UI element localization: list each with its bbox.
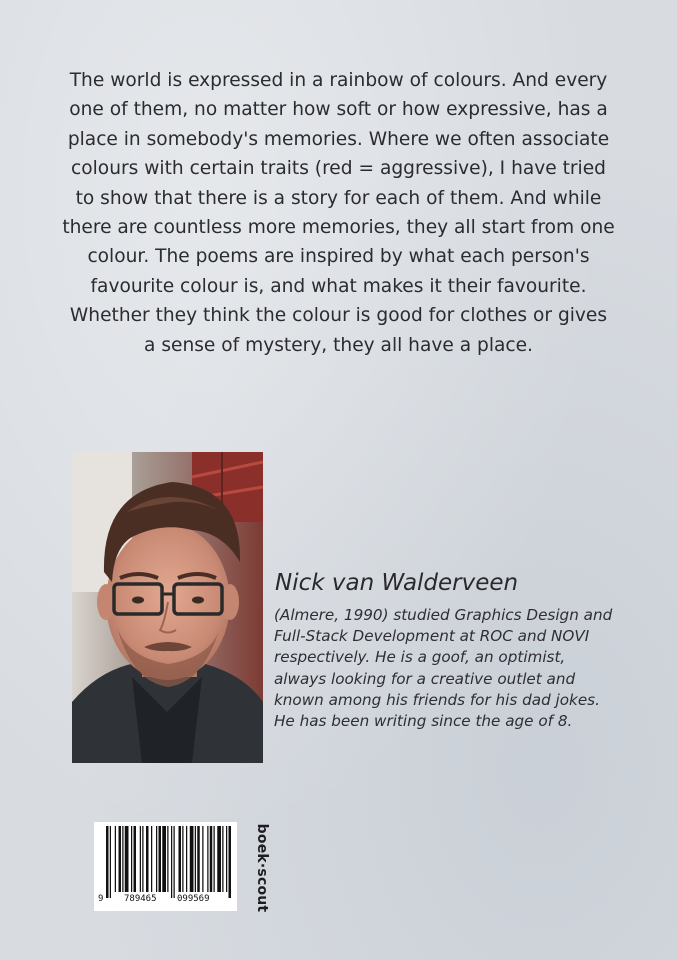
barcode-bar xyxy=(142,826,143,892)
barcode-bar xyxy=(190,826,194,892)
barcode-digits-right: 099569 xyxy=(177,894,210,904)
barcode-bar xyxy=(197,826,200,892)
barcode-bar xyxy=(162,826,166,892)
barcode-digit-first: 9 xyxy=(98,894,104,904)
publisher-name: boek·scout xyxy=(254,823,270,913)
barcode-bar xyxy=(217,826,221,892)
barcode-bar xyxy=(195,826,196,892)
isbn-barcode xyxy=(94,822,237,911)
barcode-bar xyxy=(182,826,183,892)
barcode-bar xyxy=(115,826,116,892)
barcode-bar xyxy=(131,826,132,892)
barcode-bar xyxy=(202,826,203,892)
barcode-bar xyxy=(207,826,208,892)
author-name: Nick van Walderveen xyxy=(275,570,519,596)
barcode-bar xyxy=(171,826,172,898)
barcode-bar xyxy=(179,826,182,892)
barcode-bar xyxy=(140,826,141,892)
barcode-bar xyxy=(119,826,122,892)
barcode-bar xyxy=(151,826,152,892)
author-photo xyxy=(72,452,263,763)
barcode-bar xyxy=(214,826,215,892)
barcode-bar xyxy=(122,826,123,892)
barcode-bar xyxy=(210,826,213,892)
barcode-bar xyxy=(229,826,232,898)
barcode-bar xyxy=(134,826,137,892)
author-bio: (Almere, 1990) studied Graphics Design and Full-Stack Development at ROC and NOVI respectively. He is a goof, an optimist, always looking for a creative outlet and known among his friends for his dad jokes. He has been writing since the age of 8. xyxy=(274,606,613,731)
barcode-bar xyxy=(186,826,187,892)
barcode-bar xyxy=(125,826,129,892)
barcode-digits-left: 789465 xyxy=(124,894,157,904)
publisher-logo xyxy=(252,822,272,914)
barcode-bar xyxy=(106,826,109,898)
barcode-bar xyxy=(226,826,227,892)
barcode-bar xyxy=(159,826,162,892)
barcode-bar xyxy=(174,826,175,898)
barcode-bar xyxy=(146,826,149,892)
barcode-digits xyxy=(94,894,237,908)
barcode-bar xyxy=(110,826,111,898)
barcode-bar xyxy=(156,826,157,892)
barcode-bar xyxy=(222,826,223,892)
barcode-bar xyxy=(167,826,168,892)
blurb-text: The world is expressed in a rainbow of colours. And every one of them, no matter how soft or how expressive, has a place in somebody's memories. Where we often associate colours with certain traits (red = aggressive), I have tried to show that there is a story for each of them. And while there are countless more memories, they all start from one colour. The poems are inspired by what each person's favourite colour is, and what makes it their favourite. Whether they think the colour is good for clothes or gives a sense of mystery, they all have a place. xyxy=(62,70,615,356)
